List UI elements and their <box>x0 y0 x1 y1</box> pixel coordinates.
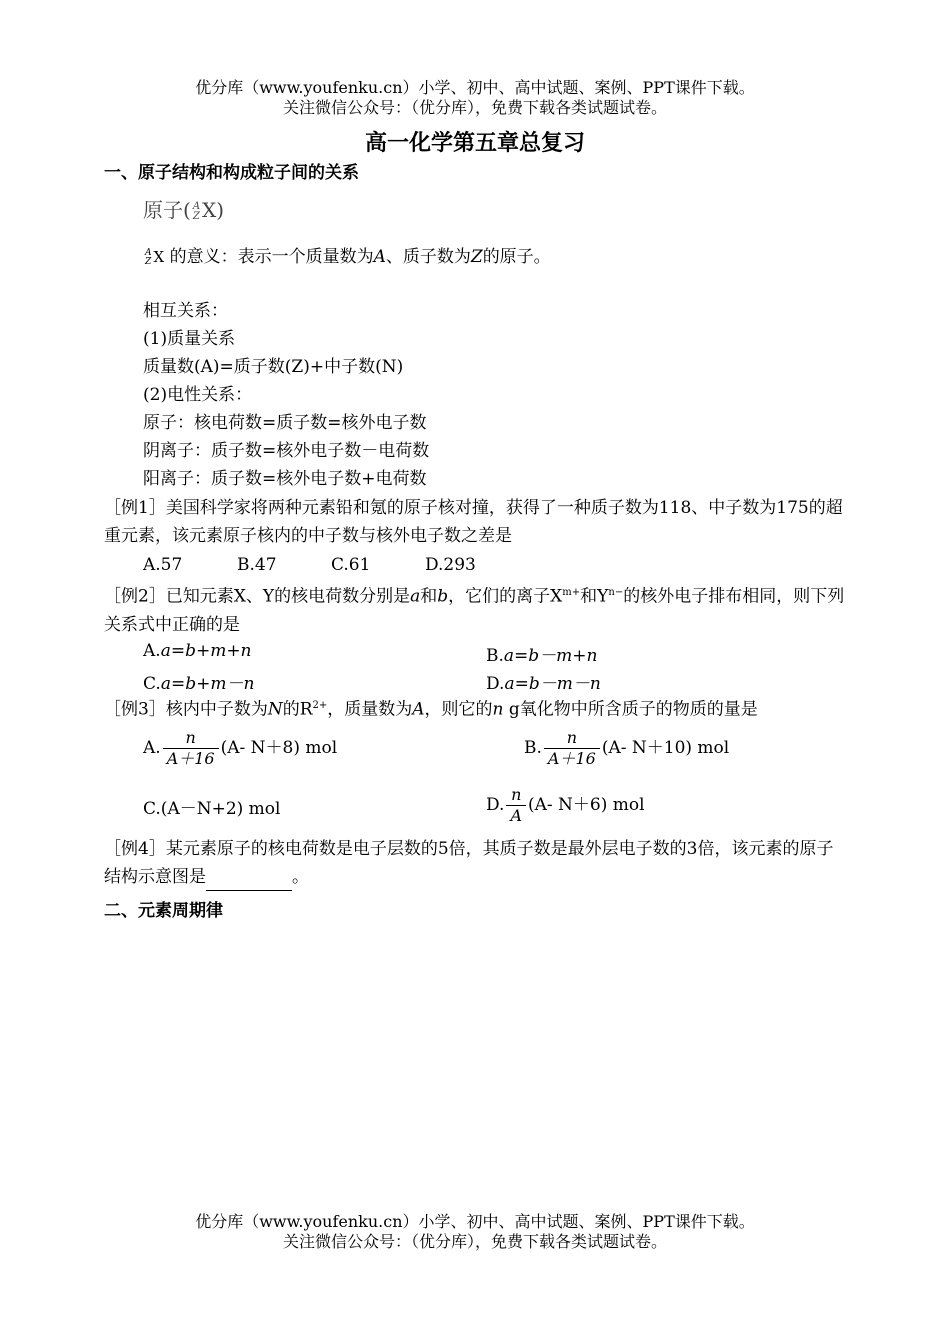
example-2-option-a: A.a=b+m+n <box>143 641 252 661</box>
charge-relation-title: (2)电性关系： <box>143 385 253 405</box>
page-title: 高一化学第五章总复习 <box>364 131 585 156</box>
example-2-option-b: B.a=b－m+n <box>486 646 598 666</box>
atom-notation: 原子( A Z X) <box>143 198 225 222</box>
footer-line-2: 关注微信公众号：（优分库），免费下载各类试题试卷。 <box>282 1232 667 1251</box>
nuclide-meaning: A Z X 的意义：表示一个质量数为A、质子数为Z的原子。 <box>145 247 551 267</box>
relation-title: 相互关系： <box>143 301 228 321</box>
example-3-question: ［例3］核内中子数为N的$R^{2+}$，质量数为A，则它的n g氧化物中所含质子的物质的量是 <box>104 699 758 720</box>
example-1-option-c: C.61 <box>331 555 371 575</box>
example-1-option-a: A.57 <box>143 555 183 575</box>
section-heading-1: 一、原子结构和构成粒子间的关系 <box>104 163 359 183</box>
mass-relation-title: (1)质量关系 <box>143 329 236 349</box>
header-line-1: 优分库（www.youfenku.cn）小学、初中、高中试题、案例、PPT课件下载。 <box>195 78 755 97</box>
header-line-2: 关注微信公众号：（优分库），免费下载各类试题试卷。 <box>282 98 667 117</box>
atom-relation: 原子：核电荷数=质子数=核外电子数 <box>143 413 427 433</box>
example-1-question: ［例1］美国科学家将两种元素铅和氪的原子核对撞，获得了一种质子数为118、中子数为175的超重元素，该元素原子核内的中子数与核外电子数之差是 <box>104 498 843 546</box>
example-2-question: ［例2］已知元素X、Y的核电荷数分别是a和b，它们的离子$X^{m+}$和$Y^{n-}$的核外电子排布相同，则下列关系式中正确的是 <box>104 586 845 635</box>
cation-relation: 阳离子：质子数=核外电子数+电荷数 <box>143 469 427 489</box>
example-3-option-d: D. $\frac{n}{A}$ (A- N＋6) mol <box>486 785 645 825</box>
atom-structure-faint-image <box>260 192 262 200</box>
example-1-option-d: D.293 <box>425 555 476 575</box>
answer-blank[interactable] <box>206 872 292 891</box>
anion-relation: 阴离子：质子数=核外电子数－电荷数 <box>143 441 430 461</box>
example-4-question: ［例4］某元素原子的核电荷数是电子层数的5倍，其质子数是最外层电子数的3倍，该元素的原子结构示意图是 。 <box>104 835 850 891</box>
footer-line-1: 优分库（www.youfenku.cn）小学、初中、高中试题、案例、PPT课件下载。 <box>195 1212 755 1231</box>
section-heading-2: 二、元素周期律 <box>104 901 223 921</box>
example-2-option-d: D.a=b－m－n <box>486 674 601 694</box>
example-2-option-c: C.a=b+m－n <box>143 674 255 694</box>
example-3-option-c: C.(A－N+2) mol <box>143 799 281 819</box>
mass-formula: 质量数(A)=质子数(Z)+中子数(N) <box>143 357 404 377</box>
example-3-option-a: A. $\frac{n}{A+16}$ (A- N＋8) mol <box>143 728 338 768</box>
example-1-option-b: B.47 <box>237 555 277 575</box>
example-3-option-b: B. $\frac{n}{A+16}$ (A- N＋10) mol <box>524 728 730 768</box>
